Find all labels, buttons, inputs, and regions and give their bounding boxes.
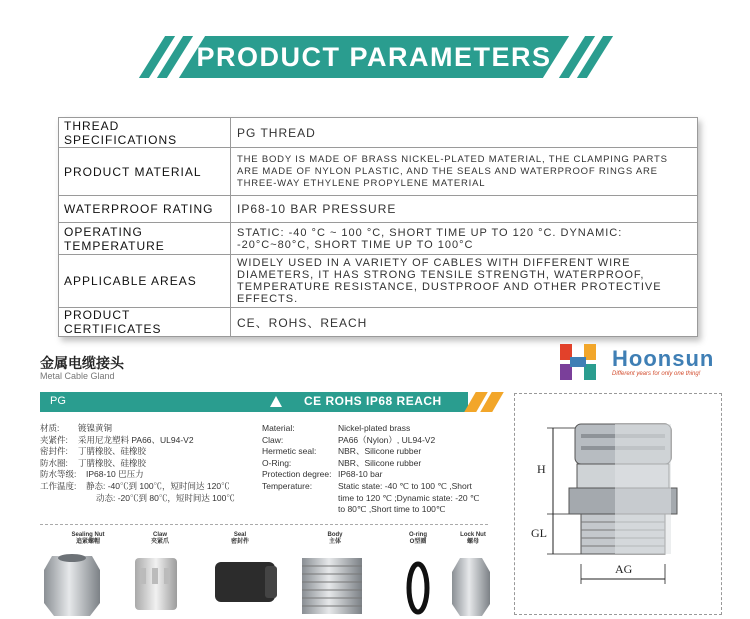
catalog-bar (40, 392, 468, 412)
part-label: Seal 密封件 (230, 532, 249, 545)
body-icon (302, 558, 362, 614)
spec-row: 夹紧件: 采用尼龙塑料 PA66、UL94-V2 (40, 434, 194, 445)
certification-marks: CE ROHS IP68 REACH (304, 394, 442, 408)
table-row (59, 223, 698, 255)
param-key: OPERATING TEMPERATURE (59, 223, 231, 255)
dimension-ag-label: AG (615, 562, 633, 576)
dimension-diagram (514, 393, 722, 615)
section-title: PRODUCT PARAMETERS (196, 42, 552, 72)
o-ring-icon (409, 564, 427, 612)
spec-row: 防水等级: IP68-10 巴压力 (40, 469, 144, 480)
param-value: PG THREAD (231, 118, 698, 148)
spec-list-en (262, 423, 479, 516)
table-row (59, 255, 698, 308)
spec-row: 材质: 镀镍黄铜 (40, 423, 113, 433)
lock-nut-icon (452, 558, 490, 616)
dimension-gl-label: GL (531, 526, 547, 540)
param-key: PRODUCT CERTIFICATES (59, 308, 231, 337)
warning-triangle-icon (270, 396, 282, 407)
spec-list-cn (40, 423, 235, 504)
section-banner (142, 36, 612, 78)
table-row (59, 118, 698, 148)
table-row (59, 308, 698, 337)
spec-row: Temperature: Static state: -40 ℃ to 100 ℃ ,Short (262, 480, 472, 491)
part-label: Lock Nut 螺母 (460, 532, 486, 545)
catalog-title-cn: 金属电缆接头 (40, 355, 124, 371)
spec-row: 密封件: 丁腈橡胶、硅橡胶 (40, 446, 147, 457)
parts-divider (40, 524, 488, 525)
spec-row: 工作温度: 静态: -40℃到 100℃，短时间达 120℃ (40, 480, 230, 491)
spec-row: Hermetic seal: NBR、Silicone rubber (262, 446, 422, 457)
param-value: STATIC: -40 °C ~ 100 °C, SHORT TIME UP TO 120 °C. DYNAMIC: -20°C~80°C, SHORT TIME UP TO 100°C (231, 223, 698, 255)
param-value: THE BODY IS MADE OF BRASS NICKEL-PLATED MATERIAL, THE CLAMPING PARTS ARE MADE OF NYLON PLASTIC, AND THE SEALS AND WATERPROOF RINGS ARE THREE-WAY ETHYLENE PROPYLENE MATERIAL (231, 148, 698, 196)
param-value: CE、ROHS、REACH (231, 308, 698, 337)
param-key: WATERPROOF RATING (59, 196, 231, 223)
param-value: WIDELY USED IN A VARIETY OF CABLES WITH DIFFERENT WIRE DIAMETERS, IT HAS STRONG TENSILE STRENGTH, WATERPROOF, TEMPERATURE RESISTANCE, DUSTPROOF AND OTHER PROTECTIVE EFFECTS. (231, 255, 698, 308)
gland-section-drawing (515, 394, 721, 614)
catalog-bar-label: PG (50, 395, 66, 407)
param-key: APPLICABLE AREAS (59, 255, 231, 308)
param-value: IP68-10 BAR PRESSURE (231, 196, 698, 223)
table-row (59, 148, 698, 196)
seal-icon (215, 562, 277, 602)
sealing-nut-icon (44, 554, 100, 616)
brand-logo (560, 340, 720, 385)
spec-row: O-Ring: NBR、Silicone rubber (262, 457, 422, 468)
claw-icon (135, 558, 177, 610)
spec-row: to 80℃ ,Short time to 100℃ (338, 504, 446, 515)
logo-mark-icon (560, 344, 596, 380)
spec-row: time to 120 ℃ ;Dynamic state: -20 ℃ (338, 492, 480, 503)
logo-name: Hoonsun (612, 346, 715, 371)
logo-slogan: Different years for only one thing! (612, 371, 701, 377)
table-row (59, 196, 698, 223)
catalog-title-en: Metal Cable Gland (40, 371, 115, 381)
part-label: Sealing Nut 追紧螺帽 (71, 532, 105, 545)
part-label: Claw 夹紧爪 (150, 532, 169, 545)
spec-row: Material: Nickel-plated brass (262, 423, 411, 433)
param-key: THREAD SPECIFICATIONS (59, 118, 231, 148)
spec-row: 防水圈: 丁腈橡胶、硅橡胶 (40, 457, 147, 468)
dimension-h-label: H (537, 462, 546, 476)
spec-row: Claw: PA66（Nylon）, UL94-V2 (262, 434, 436, 445)
spec-row: Protection degree: IP68-10 bar (262, 469, 383, 480)
parameters-table (58, 117, 698, 337)
param-key: PRODUCT MATERIAL (59, 148, 231, 196)
part-label: Body 主体 (327, 532, 343, 545)
parts-illustration (40, 548, 500, 618)
spec-row: 动态: -20℃到 80℃，短时间达 100℃ (96, 492, 235, 503)
part-label: O-ring O型圈 (409, 532, 427, 545)
